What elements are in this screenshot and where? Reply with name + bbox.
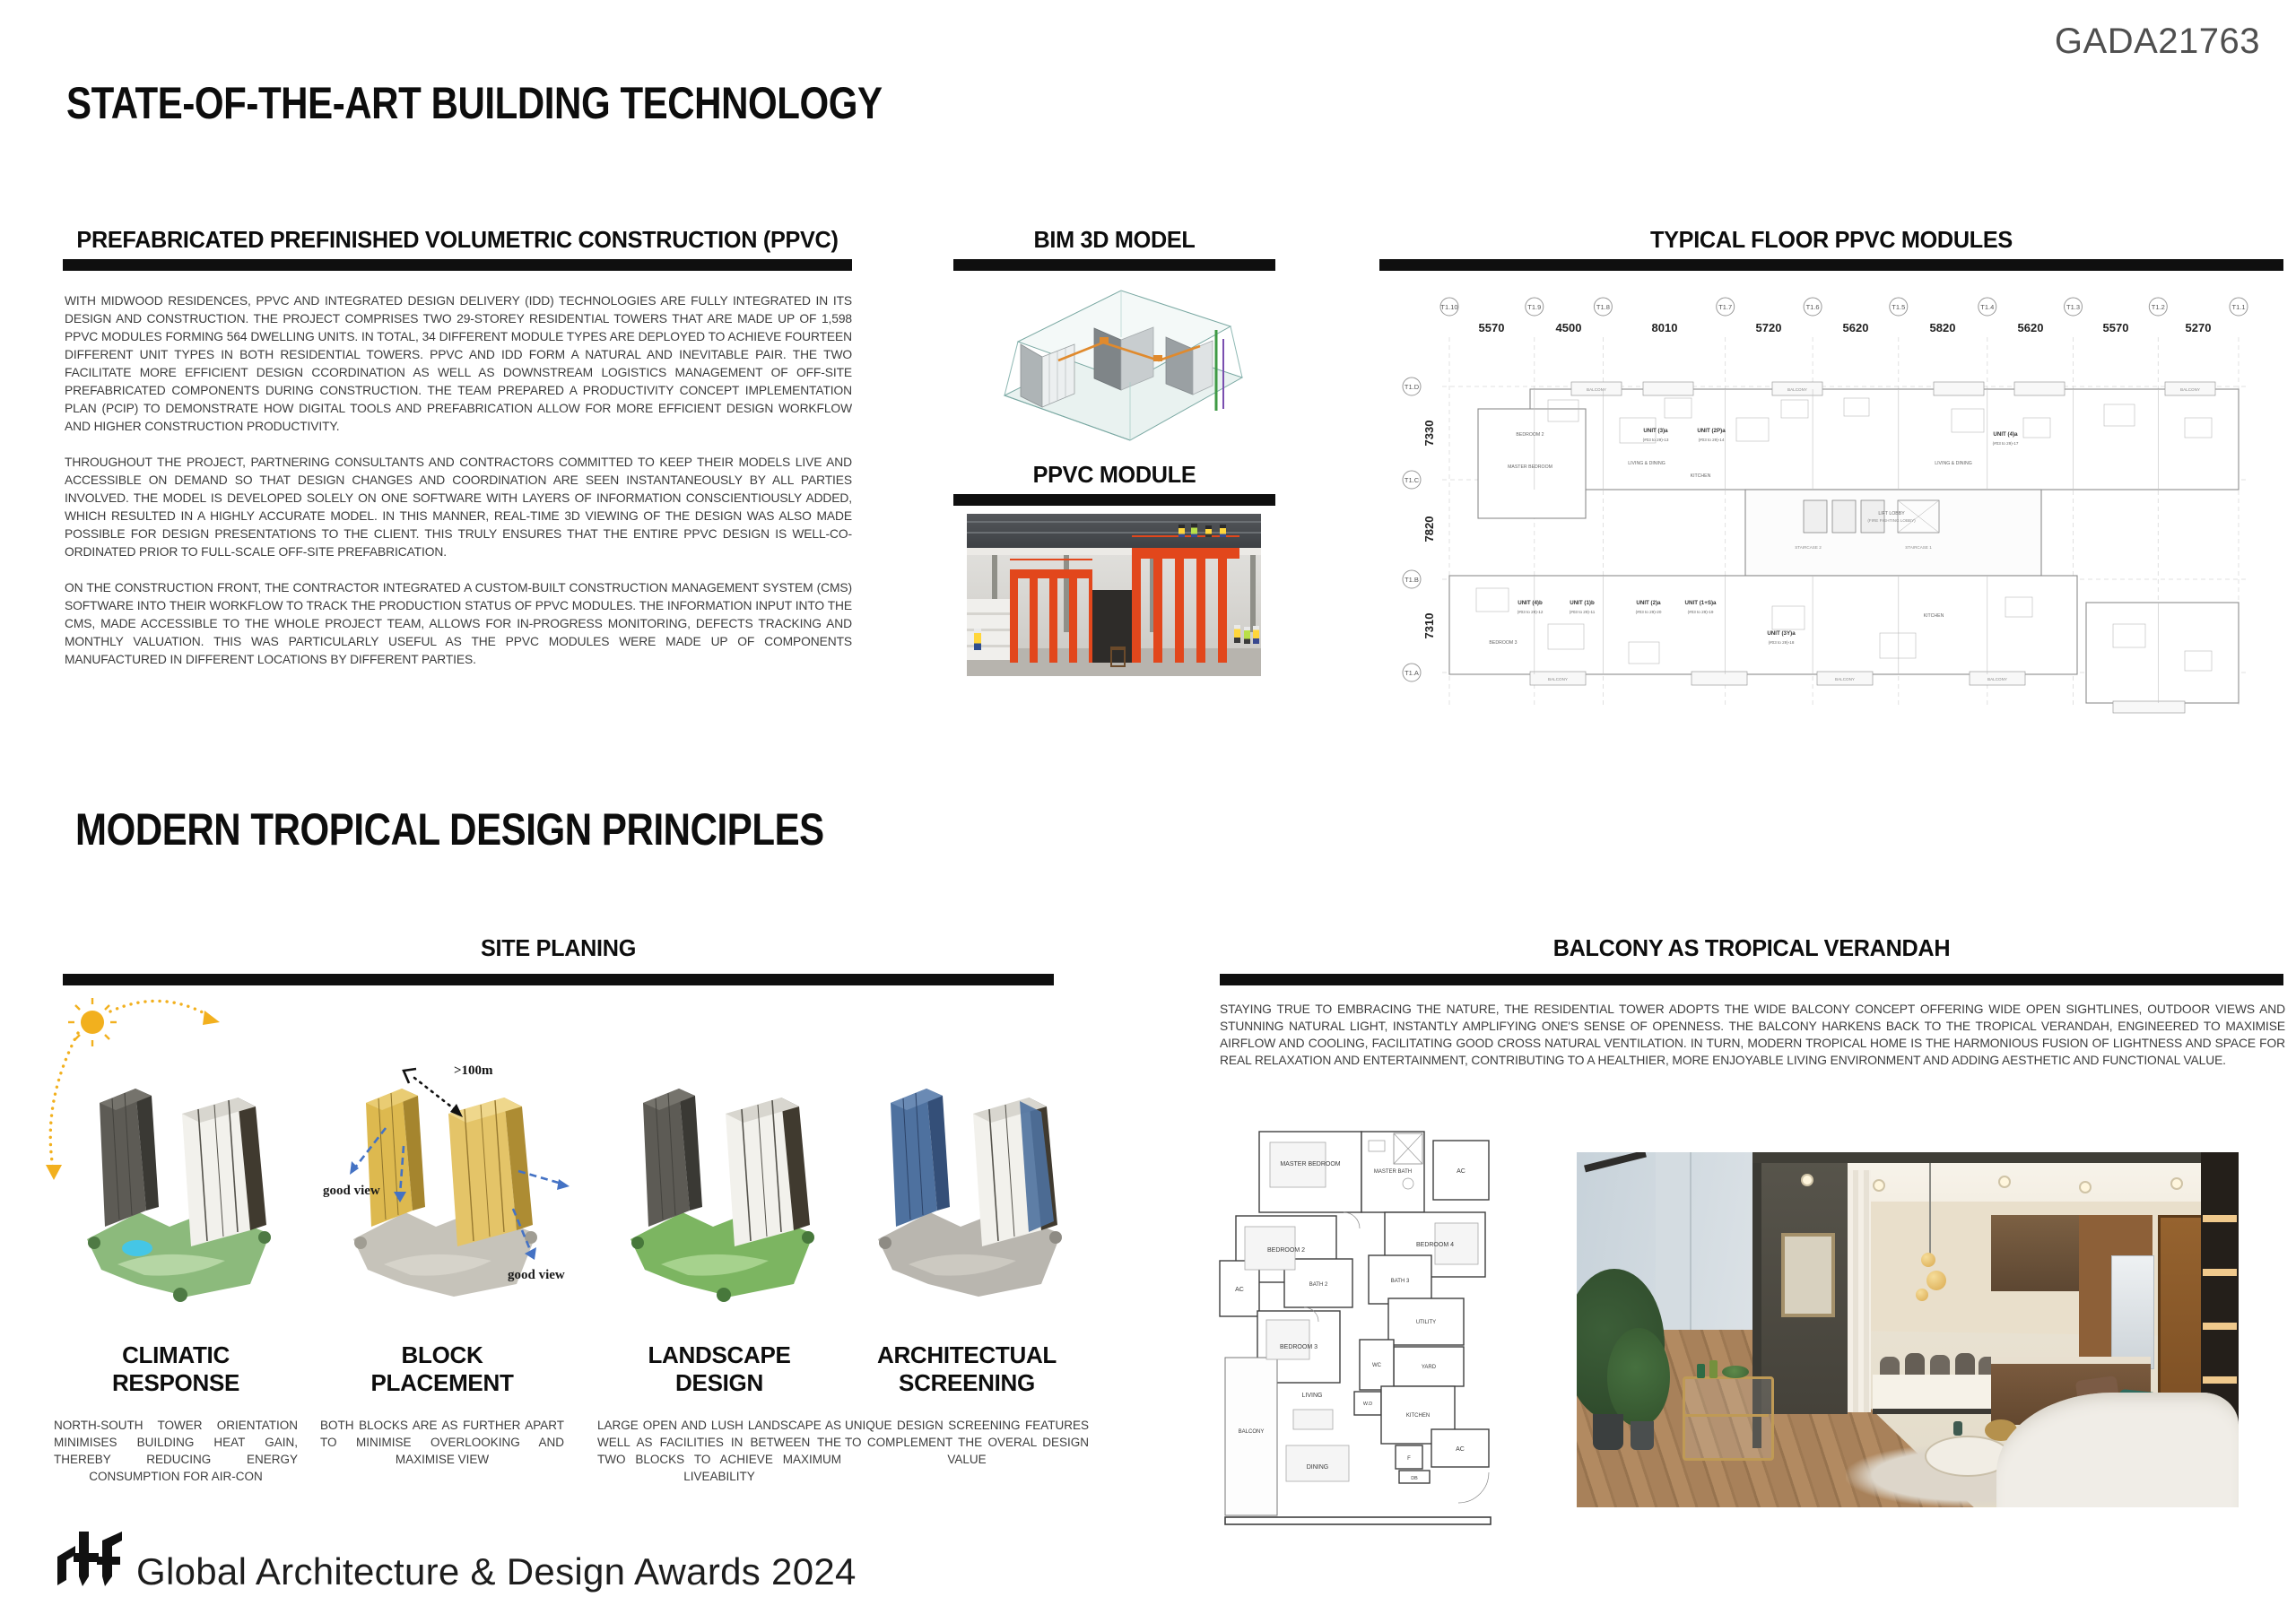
plant: [1607, 1328, 1670, 1427]
ppvc-heading-rule: [63, 259, 852, 271]
svg-text:T1.A: T1.A: [1405, 669, 1419, 677]
worker: [1244, 627, 1250, 644]
rtf-logo: [56, 1530, 124, 1587]
svg-text:BEDROOM 2: BEDROOM 2: [1516, 432, 1544, 438]
svg-text:UNIT (3Y)a: UNIT (3Y)a: [1767, 630, 1796, 637]
diagram-architectural-screening: [828, 995, 1106, 1336]
caption-block-placement: BLOCK PLACEMENT: [370, 1341, 514, 1396]
worker: [1220, 525, 1226, 537]
good-view-label-2: good view: [508, 1268, 565, 1282]
svg-text:7820: 7820: [1422, 516, 1436, 542]
svg-text:(#03 to 29)-20: (#03 to 29)-20: [1635, 610, 1662, 614]
dining-table: [1873, 1375, 2005, 1414]
pendant-light: [1916, 1289, 1928, 1301]
section1-title: STATE-OF-THE-ART BUILDING TECHNOLOGY: [66, 78, 883, 128]
svg-text:5570: 5570: [2102, 321, 2129, 334]
tower-right: [182, 1098, 266, 1246]
svg-text:MASTER BEDROOM: MASTER BEDROOM: [1280, 1161, 1341, 1167]
svg-text:BALCONY: BALCONY: [1548, 677, 1568, 681]
interior-photo: [1577, 1152, 2239, 1507]
svg-text:STAIRCASE 1: STAIRCASE 1: [1905, 545, 1932, 550]
table-decor: [1953, 1421, 1962, 1436]
shelf: [2203, 1376, 2237, 1384]
floorplan-heading: TYPICAL FLOOR PPVC MODULES: [1650, 226, 2013, 253]
door-frame-top: [1752, 1152, 2239, 1163]
bim-3d-model-image: [987, 274, 1256, 458]
worker: [974, 629, 981, 650]
distance-label: >100m: [454, 1063, 493, 1078]
good-view-label-1: good view: [323, 1184, 380, 1198]
svg-text:AC: AC: [1456, 1446, 1465, 1453]
svg-text:UNIT (4)a: UNIT (4)a: [1993, 431, 2018, 438]
balcony-rule: [1220, 974, 2283, 985]
bim-heading: BIM 3D MODEL: [1033, 226, 1196, 253]
submission-code: GADA21763: [2054, 22, 2260, 61]
site-planning-heading: SITE PLANING: [480, 934, 637, 961]
svg-text:LIVING & DINING: LIVING & DINING: [1628, 461, 1665, 466]
ceiling-spotlight: [2079, 1181, 2092, 1193]
svg-text:UNIT (1+S)a: UNIT (1+S)a: [1684, 600, 1717, 606]
grid-bubbles-top: [1440, 298, 2248, 316]
worker: [1191, 524, 1197, 537]
tree: [631, 1237, 644, 1249]
svg-text:T1.2: T1.2: [2151, 303, 2165, 311]
balcony-heading: BALCONY AS TROPICAL VERANDAH: [1552, 934, 1951, 961]
diagram-climatic-response: [37, 995, 315, 1336]
tower-right: [726, 1098, 810, 1246]
cart-plant: [1722, 1366, 1749, 1378]
bottle: [1709, 1360, 1718, 1378]
tree: [88, 1237, 100, 1249]
svg-text:KITCHEN: KITCHEN: [1923, 613, 1944, 619]
svg-text:UNIT (2)a: UNIT (2)a: [1636, 600, 1661, 606]
svg-text:T1.6: T1.6: [1805, 303, 1820, 311]
svg-text:5270: 5270: [2185, 321, 2212, 334]
planter-pot: [1631, 1421, 1654, 1450]
svg-text:MASTER BEDROOM: MASTER BEDROOM: [1508, 464, 1552, 470]
pool: [122, 1240, 152, 1256]
ppvc-text-block: [65, 292, 852, 687]
svg-text:MASTER BATH: MASTER BATH: [1373, 1169, 1413, 1175]
unit-rooms: [1220, 1132, 1491, 1524]
tower-left-blue: [891, 1089, 950, 1227]
ceiling-spotlight: [2170, 1177, 2183, 1190]
ppvc-paragraph-1: WITH MIDWOOD RESIDENCES, PPVC AND INTEGRATED DESIGN DELIVERY (IDD) TECHNOLOGIES ARE FULLY INTEGRATED IN ITS DESIGN AND CONSTRUCTION. THE PROJECT COMPRISES TWO 29-STOREY RESIDENTIAL TOWERS THAT ARE MADE UP OF 1,598 PPVC MODULES FORMING 564 DWELLING UNITS. IN TOTAL, 34 DIFFERENT MODULE TYPES ARE DEPLOYED TO ACHIEVE FOURTEEN DIFFERENT UNIT TYPES IN BOTH RESIDENTIAL TOWERS. PPVC AND IDD FORM A NATURAL AND INEVITABLE PAIR. THE TWO FACILITATE MORE EFFICIENT DESIGN CCORDINATION AS WELL AS DOWNSTREAM LOGISTICS MANAGEMENT OF OFF-SITE PREFABRICATED COMPONENTS DURING CONSTRUCTION. THE TEAM PREPARED A PRODUCTIVITY CONCEPT IMPLEMENTATION PLAN (PCIP) TO DEMONSTRATE HOW DIGITAL TOOLS AND PREFABRICATION ALLOW FOR MORE EFFICIENT DESIGN WORKFLOW AND HIGHER CONSTRUCTION PRODUCTIVITY.: [65, 294, 852, 433]
column: [1250, 555, 1256, 632]
svg-text:5570: 5570: [1478, 321, 1505, 334]
svg-text:BALCONY: BALCONY: [1987, 677, 2007, 681]
svg-text:YARD: YARD: [1421, 1365, 1437, 1370]
roof-truss-line: [967, 521, 1261, 523]
svg-text:7310: 7310: [1422, 612, 1436, 639]
fridge: [2111, 1255, 2154, 1369]
svg-text:5620: 5620: [1842, 321, 1869, 334]
svg-text:AC: AC: [1457, 1168, 1465, 1175]
tree: [717, 1288, 731, 1302]
svg-text:BEDROOM 4: BEDROOM 4: [1415, 1242, 1455, 1248]
svg-text:UNIT (3)a: UNIT (3)a: [1643, 428, 1668, 434]
balcony-paragraph: STAYING TRUE TO EMBRACING THE NATURE, THE RESIDENTIAL TOWER ADOPTS THE WIDE BALCONY CONCEPT OFFERING WIDE OPEN SIGHTLINES, OUTDOOR VIEWS AND STUNNING NATURAL LIGHT, INSTANTLY AMPLIFYING ONE'S SENSE OF OPENNESS. THE BALCONY HARKENS BACK TO THE TROPICAL VERANDAH, ENGINEERED TO MAXIMISE AIRFLOW AND COOLING, FACILITATING GOOD CROSS NATURAL VENTILATION. IN TURN, MODERN TROPICAL HOME IS THE HARMONIOUS FUSION OF LIGHTNESS AND SPACE FOR REAL RELAXATION AND ENTERTAINMENT, CONTRIBUTING TO A HEALTHIER, MORE ENJOYABLE LIVING ENVIRONMENT AND ADDING AESTHETIC AND FUNCTIONAL VALUE.: [1220, 1002, 2285, 1067]
formwork-platform-right: [1132, 548, 1239, 559]
desc-climatic-response: NORTH-SOUTH TOWER ORIENTATION MINIMISES BUILDING HEAT GAIN, THEREBY REDUCING ENERGY CONSUMPTION FOR AIR-CON: [54, 1419, 298, 1483]
svg-text:DB: DB: [1411, 1476, 1418, 1481]
diagram-block-placement: [303, 995, 581, 1336]
tree: [258, 1231, 271, 1244]
building-outline: [1449, 389, 2239, 703]
svg-text:T1.9: T1.9: [1527, 303, 1542, 311]
ppvc-paragraph-2: THROUGHOUT THE PROJECT, PARTNERING CONSULTANTS AND CONTRACTORS COMMITTED TO KEEP THEIR MODELS LIVE AND ACCESSIBLE ON DEMAND SO THAT DESIGN CHANGES AND COORDINATION ARE SEEN INSTANTANEOUSLY BY ALL PARTIES INVOLVED. THE MODEL IS DEVELOPED SOLELY ON ONE SOFTWARE WITH LAYERS OF INFORMATION CONSCIENTIOUSLY ADDED, WHICH RESULTED IN A HIGHLY ACCURATE MODEL. IN THIS MANNER, REAL-TIME 3D VIEWING OF THE DESIGN WAS ALSO MADE POSSIBLE FOR DESIGN PRESENTATIONS TO THE CLIENT. THIS TRULY ENSURES THAT THE ENTIRE PPVC DESIGN IS WELL-CO-ORDINATED PRIOR TO FULL-SCALE OFF-SITE PREFABRICATION.: [65, 456, 852, 559]
dimensions-horizontal: [1479, 321, 2212, 334]
svg-text:8010: 8010: [1651, 321, 1678, 334]
ppvc-module-photo: [967, 514, 1261, 676]
svg-text:(#03 to 29)-12: (#03 to 29)-12: [1517, 610, 1544, 614]
svg-text:UNIT (1)b: UNIT (1)b: [1570, 600, 1595, 606]
diagram-landscape-design: [580, 995, 858, 1336]
svg-text:KITCHEN: KITCHEN: [1405, 1413, 1431, 1419]
site-planning-rule: [63, 974, 1054, 985]
svg-text:WC: WC: [1372, 1363, 1381, 1368]
pendant-light: [1926, 1271, 1946, 1290]
svg-text:(#03 to 29)-19: (#03 to 29)-19: [1687, 610, 1714, 614]
svg-text:BEDROOM 2: BEDROOM 2: [1266, 1247, 1306, 1254]
svg-text:4500: 4500: [1555, 321, 1582, 334]
svg-text:(#03 to 29)-11: (#03 to 29)-11: [1569, 610, 1596, 614]
svg-text:5620: 5620: [2017, 321, 2044, 334]
svg-text:BEDROOM 3: BEDROOM 3: [1489, 640, 1518, 646]
grid-bubbles-left: [1403, 378, 1436, 681]
svg-text:(#03 to 29)-14: (#03 to 29)-14: [1698, 438, 1725, 442]
ppvc-module-rule: [953, 494, 1275, 506]
awards-footer-text: Global Architecture & Design Awards 2024: [136, 1550, 857, 1593]
svg-text:T1.10: T1.10: [1440, 303, 1458, 311]
worker: [1234, 625, 1240, 643]
svg-text:(#03 to 29)-17: (#03 to 29)-17: [1992, 441, 2019, 446]
svg-text:BALCONY: BALCONY: [2180, 387, 2200, 392]
desc-landscape-design: LARGE OPEN AND LUSH LANDSCAPE AS WELL AS FACILITIES IN BETWEEN THE TWO BLOCKS TO ACHIEVE MAXIMUM LIVEABILITY: [597, 1419, 841, 1483]
svg-text:STAIRCASE 2: STAIRCASE 2: [1795, 545, 1822, 550]
svg-text:5720: 5720: [1755, 321, 1782, 334]
worker: [1178, 525, 1185, 537]
ceiling-spotlight: [1998, 1176, 2011, 1188]
svg-text:BATH 3: BATH 3: [1390, 1279, 1410, 1284]
svg-text:T1.4: T1.4: [1980, 303, 1995, 311]
wall-art: [1781, 1233, 1835, 1317]
svg-text:T1.C: T1.C: [1404, 476, 1420, 484]
shelf: [2203, 1215, 2237, 1222]
svg-text:LIFT LOBBY: LIFT LOBBY: [1878, 511, 1905, 516]
planter-pot: [1593, 1414, 1623, 1450]
ppvc-heading: PREFABRICATED PREFINISHED VOLUMETRIC CONSTRUCTION (PPVC): [76, 226, 839, 253]
svg-text:UNIT (4)b: UNIT (4)b: [1518, 600, 1543, 606]
svg-text:T1.3: T1.3: [2066, 303, 2081, 311]
section2-title: MODERN TROPICAL DESIGN PRINCIPLES: [75, 804, 824, 855]
unit-floor-plan: [1218, 1126, 1516, 1532]
svg-text:BEDROOM 3: BEDROOM 3: [1279, 1344, 1318, 1350]
tower-left-gold: [366, 1089, 425, 1227]
svg-text:T1.D: T1.D: [1404, 383, 1420, 391]
svg-text:LIVING & DINING: LIVING & DINING: [1935, 461, 1972, 466]
ppvc-paragraph-3: ON THE CONSTRUCTION FRONT, THE CONTRACTOR INTEGRATED A CUSTOM-BUILT CONSTRUCTION MANAGEMENT SYSTEM (CMS) SOFTWARE INTO THEIR WORKFLOW TO TRACK THE PRODUCTION STATUS OF PPVC MODULES. THE INFORMATION INPUT INTO THE CMS, MADE ACCESSIBLE TO THE WHOLE PROJECT TEAM, ALLOWS FOR IN-PROGRESS MONITORING, DEFECTS TRACKING AND MONTHLY VALUATION. THIS WAS PARTICULARLY USEFUL AS THE PPVC MODULES WERE MADE UP OF COMPONENTS MANUFACTURED IN DIFFERENT LOCATIONS BY DIFFERENT PARTIES.: [65, 581, 852, 666]
tree: [802, 1231, 814, 1244]
svg-text:(#03 to 29)-18: (#03 to 29)-18: [1768, 640, 1795, 645]
bar-cart: [1683, 1376, 1774, 1461]
svg-text:UNIT (2P)a: UNIT (2P)a: [1697, 428, 1726, 434]
caption-architectural-screening: ARCHITECTUAL SCREENING: [876, 1341, 1057, 1396]
pendant-light: [1921, 1253, 1935, 1267]
curtain: [1848, 1170, 1871, 1412]
worker: [1253, 626, 1259, 644]
svg-text:F: F: [1407, 1456, 1411, 1462]
svg-text:T1.7: T1.7: [1718, 303, 1733, 311]
svg-text:KITCHEN: KITCHEN: [1690, 473, 1711, 479]
floorplan-rule: [1379, 259, 2283, 271]
wood-door: [2158, 1215, 2206, 1422]
svg-text:BALCONY: BALCONY: [1835, 677, 1855, 681]
svg-text:W.D: W.D: [1362, 1402, 1373, 1407]
pendant-stem: [1929, 1163, 1931, 1260]
svg-text:T1.1: T1.1: [2231, 303, 2246, 311]
svg-text:T1.5: T1.5: [1892, 303, 1906, 311]
tower-left: [643, 1089, 702, 1227]
tree: [1049, 1231, 1062, 1244]
tree: [354, 1237, 367, 1249]
svg-text:7330: 7330: [1422, 420, 1436, 447]
svg-text:BALCONY: BALCONY: [1587, 387, 1606, 392]
ppvc-module-heading: PPVC MODULE: [1032, 461, 1196, 488]
bim-heading-rule: [953, 259, 1275, 271]
bottle: [1697, 1364, 1705, 1378]
shelf: [2203, 1269, 2237, 1276]
svg-text:T1.8: T1.8: [1596, 303, 1610, 311]
formwork-platform-left: [1010, 569, 1092, 578]
svg-text:BALCONY: BALCONY: [1787, 387, 1807, 392]
tree: [173, 1288, 187, 1302]
tower-left: [100, 1089, 159, 1227]
bar-cart-shelf: [1683, 1414, 1769, 1417]
svg-text:UTILITY: UTILITY: [1415, 1320, 1437, 1325]
desc-block-placement: BOTH BLOCKS ARE AS FURTHER APART TO MINIMISE OVERLOOKING AND MAXIMISE VIEW: [320, 1419, 564, 1466]
svg-text:AC: AC: [1235, 1287, 1244, 1293]
typical-floor-plan: [1396, 283, 2292, 716]
svg-text:BATH 2: BATH 2: [1309, 1282, 1328, 1288]
stool: [1110, 647, 1126, 667]
svg-text:DINING: DINING: [1306, 1464, 1329, 1471]
desc-architectural-screening: UNIQUE DESIGN SCREENING FEATURES TO COMPLEMENT THE OVERAL DESIGN VALUE: [845, 1419, 1089, 1466]
formwork-legs-left: [1010, 578, 1092, 663]
svg-text:BALCONY: BALCONY: [1238, 1429, 1265, 1435]
svg-text:(#03 to 29)-13: (#03 to 29)-13: [1642, 438, 1669, 442]
caption-landscape-design: LANDSCAPE DESIGN: [648, 1341, 791, 1396]
svg-text:T1.B: T1.B: [1405, 576, 1419, 584]
svg-text:5820: 5820: [1929, 321, 1956, 334]
svg-text:(FIRE FIGHTING LOBBY): (FIRE FIGHTING LOBBY): [1867, 518, 1916, 523]
formwork-legs-right: [1132, 559, 1239, 663]
ceiling-spotlight: [1801, 1174, 1813, 1186]
tree: [879, 1237, 891, 1249]
shelf: [2203, 1323, 2237, 1330]
roof-truss-line: [967, 532, 1261, 534]
caption-climatic-response: CLIMATIC RESPONSE: [111, 1341, 240, 1396]
worker: [1205, 525, 1212, 537]
tower-right-screened: [973, 1098, 1057, 1246]
counter-top: [1991, 1357, 2151, 1364]
ceiling-spotlight: [1873, 1179, 1885, 1192]
svg-text:LIVING: LIVING: [1301, 1393, 1323, 1399]
